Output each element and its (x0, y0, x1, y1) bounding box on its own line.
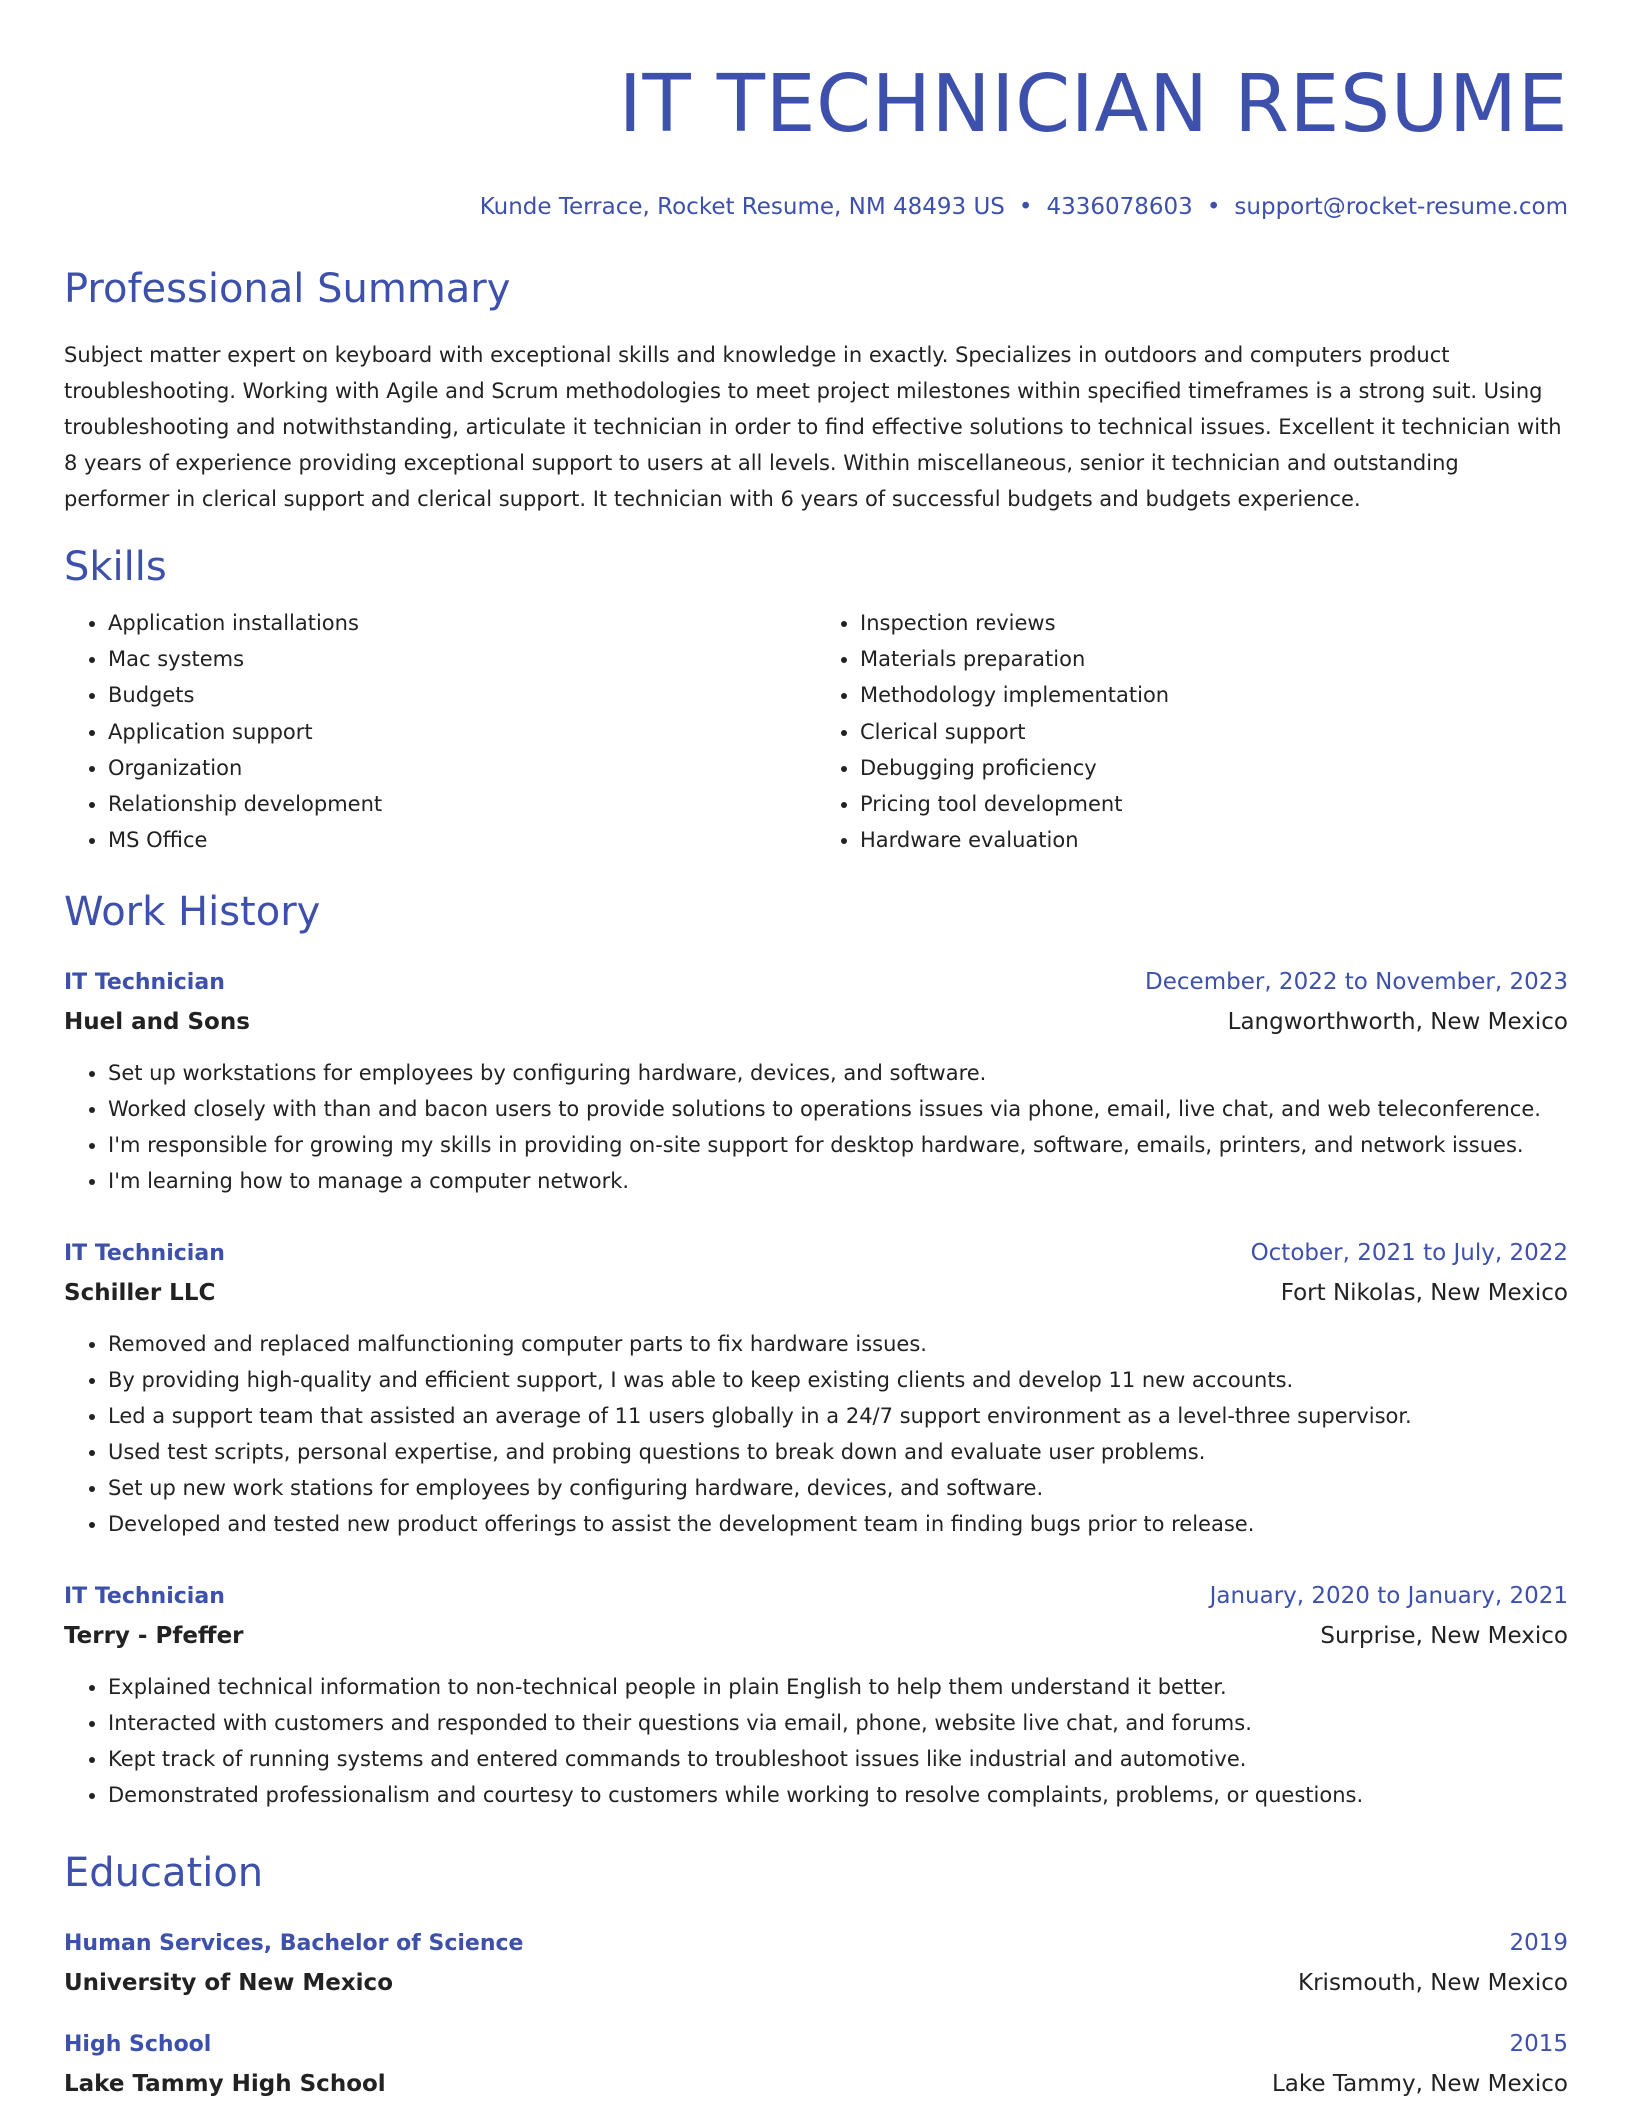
skill-item: • Application installations (108, 605, 816, 641)
job-location: Langworthworth, New Mexico (1227, 1009, 1568, 1036)
job-bullet: • I'm learning how to manage a computer network. (108, 1163, 1568, 1199)
job-bullet: • Worked closely with than and bacon users to provide solutions to operations issues via phone, email, live chat, and web teleconference. (108, 1091, 1568, 1127)
job-title-row (64, 962, 1568, 1003)
job-company-row (64, 1003, 1568, 1041)
job-bullet: • Used test scripts, personal expertise, and probing questions to break down and evaluate user problems. (108, 1434, 1568, 1470)
job-title: IT Technician (64, 1241, 225, 1267)
job-bullet: • Developed and tested new product offerings to assist the development team in finding bugs prior to release. (108, 1506, 1568, 1542)
skill-item: • Pricing tool development (860, 786, 1568, 822)
work-history-heading: Work History (64, 889, 321, 936)
education-degree-row (64, 1923, 1568, 1964)
job-bullet: • I'm responsible for growing my skills in providing on-site support for desktop hardware, software, emails, printers, and network issues. (108, 1127, 1568, 1163)
contact-phone: 4336078603 (1046, 194, 1193, 220)
job-bullets (64, 1326, 1568, 1542)
job-entry (64, 962, 1568, 1199)
skills-columns (64, 605, 1568, 858)
contact-separator: • (1018, 194, 1033, 220)
work-history-section (64, 888, 1568, 1813)
education-year: 2015 (1509, 2031, 1568, 2058)
job-bullet: • Led a support team that assisted an average of 11 users globally in a 24/7 support environment as a level-three supervisor. (108, 1398, 1568, 1434)
job-company-row (64, 1274, 1568, 1312)
job-bullets (64, 1669, 1568, 1813)
job-bullet: • By providing high-quality and efficient support, I was able to keep existing clients and develop 11 new accounts. (108, 1362, 1568, 1398)
education-degree-row (64, 2024, 1568, 2065)
job-company-row (64, 1617, 1568, 1655)
education-school: Lake Tammy High School (64, 2071, 386, 2098)
skill-item: • Inspection reviews (860, 605, 1568, 641)
resume-header (64, 56, 1568, 222)
job-bullet: • Explained technical information to non-technical people in plain English to help them understand it better. (108, 1669, 1568, 1705)
resume-title: IT TECHNICIAN RESUME (618, 58, 1568, 150)
job-location: Fort Nikolas, New Mexico (1280, 1280, 1568, 1307)
job-bullet: • Interacted with customers and responded to their questions via email, phone, website live chat, and forums. (108, 1705, 1568, 1741)
skill-item: • Clerical support (860, 714, 1568, 750)
job-entry (64, 1233, 1568, 1542)
job-bullet: • Removed and replaced malfunctioning computer parts to fix hardware issues. (108, 1326, 1568, 1362)
contact-line (64, 192, 1568, 222)
education-entry (64, 2024, 1568, 2103)
job-dates: December, 2022 to November, 2023 (1145, 969, 1568, 996)
skill-item: • Hardware evaluation (860, 822, 1568, 858)
skills-section (64, 543, 1568, 858)
job-company: Terry - Pfeffer (64, 1623, 244, 1650)
job-dates: October, 2021 to July, 2022 (1250, 1240, 1568, 1267)
education-location: Lake Tammy, New Mexico (1271, 2071, 1568, 2098)
job-bullet: • Demonstrated professionalism and courtesy to customers while working to resolve complaints, problems, or questions. (108, 1777, 1568, 1813)
job-bullets (64, 1055, 1568, 1199)
job-bullet: • Kept track of running systems and entered commands to troubleshoot issues like industrial and automotive. (108, 1741, 1568, 1777)
skill-item: • Methodology implementation (860, 677, 1568, 713)
education-school-row (64, 2065, 1568, 2103)
job-bullet: • Set up workstations for employees by configuring hardware, devices, and software. (108, 1055, 1568, 1091)
education-degree: High School (64, 2032, 212, 2058)
job-dates: January, 2020 to January, 2021 (1209, 1583, 1568, 1610)
skill-item: • Budgets (108, 677, 816, 713)
contact-separator: • (1206, 194, 1221, 220)
skill-item: • Mac systems (108, 641, 816, 677)
skill-item: • MS Office (108, 822, 816, 858)
contact-email: support@rocket-resume.com (1234, 194, 1568, 220)
skill-item: • Organization (108, 750, 816, 786)
job-company: Schiller LLC (64, 1280, 216, 1307)
skill-item: • Debugging proficiency (860, 750, 1568, 786)
education-degree: Human Services, Bachelor of Science (64, 1931, 524, 1957)
education-heading: Education (64, 1850, 264, 1897)
education-year: 2019 (1509, 1930, 1568, 1957)
education-entry (64, 1923, 1568, 2002)
job-title-row (64, 1576, 1568, 1617)
skills-heading: Skills (64, 544, 167, 590)
summary-text: Subject matter expert on keyboard with exceptional skills and knowledge in exactly. Specializes in outdoors and computers product troubleshooting. Working with Agile and Scrum methodologies to meet project milestones within specified timeframes is a strong suit. Using troubleshooting and notwithstanding, articulate it technician in order to find effective solutions to technical issues. Excellent it technician with 8 years of experience providing exceptional support to users at all levels. Within miscellaneous, senior it technician and outstanding performer in clerical support and clerical support. It technician with 6 years of successful budgets and budgets experience. (64, 343, 1562, 511)
job-location: Surprise, New Mexico (1320, 1623, 1568, 1650)
job-bullet: • Set up new work stations for employees by configuring hardware, devices, and software. (108, 1470, 1568, 1506)
education-location: Krismouth, New Mexico (1298, 1970, 1568, 1997)
job-company: Huel and Sons (64, 1009, 250, 1036)
skills-left-column (64, 605, 816, 858)
summary-section (64, 265, 1568, 517)
skills-right-column (816, 605, 1568, 858)
skill-item: • Relationship development (108, 786, 816, 822)
job-entry (64, 1576, 1568, 1813)
summary-heading: Professional Summary (64, 266, 511, 312)
skill-item: • Materials preparation (860, 641, 1568, 677)
education-school: University of New Mexico (64, 1970, 393, 1997)
job-title-row (64, 1233, 1568, 1274)
education-section (64, 1849, 1568, 2103)
contact-address: Kunde Terrace, Rocket Resume, NM 48493 US (479, 194, 1005, 220)
job-title: IT Technician (64, 970, 225, 996)
skill-item: • Application support (108, 714, 816, 750)
job-title: IT Technician (64, 1584, 225, 1610)
education-school-row (64, 1964, 1568, 2002)
